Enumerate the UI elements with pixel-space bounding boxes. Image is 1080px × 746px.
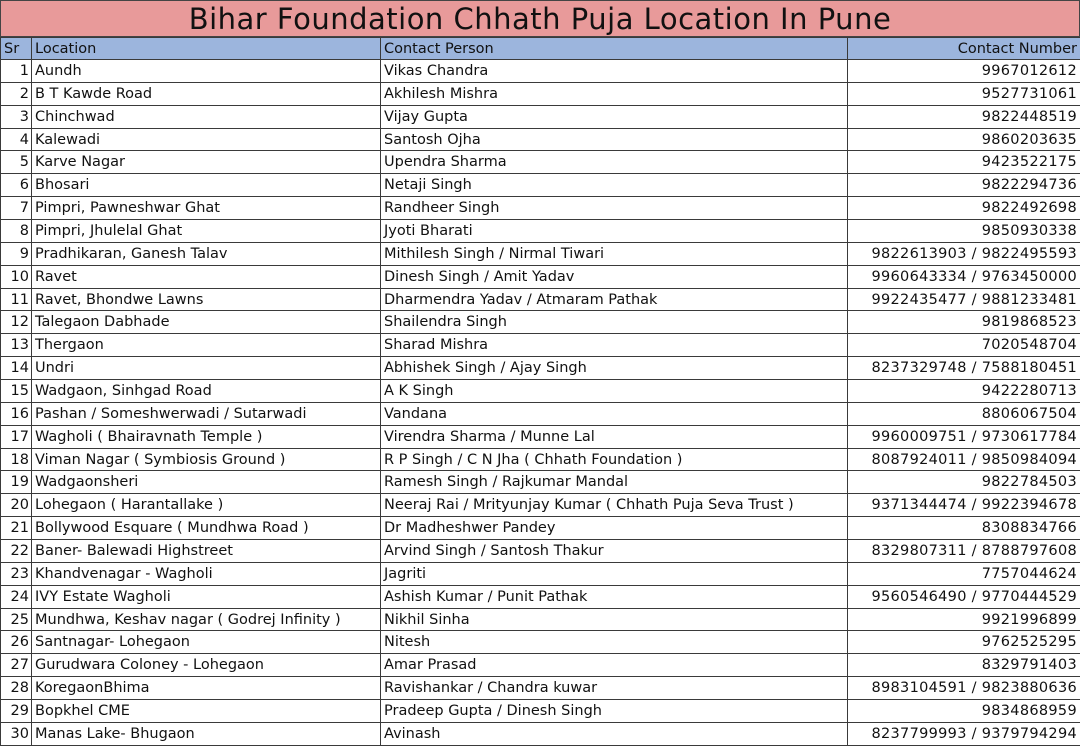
row-contact-person-cell: Ravishankar / Chandra kuwar [381, 677, 848, 700]
table-row [1, 562, 1080, 585]
row-contact-person-cell: Jyoti Bharati [381, 220, 848, 243]
table-row [1, 357, 1080, 380]
row-contact-number-cell: 8237799993 / 9379794294 [848, 722, 1080, 745]
row-sr-cell: 22 [1, 540, 32, 563]
row-sr-cell: 13 [1, 334, 32, 357]
row-sr-cell: 19 [1, 471, 32, 494]
row-sr-cell: 25 [1, 608, 32, 631]
page-title: Bihar Foundation Chhath Puja Location In Pune [0, 0, 1080, 37]
row-sr-cell: 15 [1, 380, 32, 403]
row-contact-person-cell: Randheer Singh [381, 197, 848, 220]
row-contact-number-cell: 9423522175 [848, 151, 1080, 174]
column-header-contact-number: Contact Number [848, 38, 1080, 60]
row-sr-cell: 27 [1, 654, 32, 677]
row-contact-number-cell: 9967012612 [848, 60, 1080, 83]
row-location-cell: Santnagar- Lohegaon [32, 631, 381, 654]
row-contact-number-cell: 9822294736 [848, 174, 1080, 197]
row-contact-person-cell: Akhilesh Mishra [381, 82, 848, 105]
table-row [1, 654, 1080, 677]
row-contact-number-cell: 8329791403 [848, 654, 1080, 677]
row-contact-number-cell: 9860203635 [848, 128, 1080, 151]
row-sr-cell: 2 [1, 82, 32, 105]
row-contact-number-cell: 7020548704 [848, 334, 1080, 357]
table-row [1, 288, 1080, 311]
locations-table [0, 37, 1080, 746]
row-location-cell: Karve Nagar [32, 151, 381, 174]
row-contact-number-cell: 9834868959 [848, 700, 1080, 723]
row-contact-number-cell: 9560546490 / 9770444529 [848, 585, 1080, 608]
row-contact-person-cell: Dr Madheshwer Pandey [381, 517, 848, 540]
row-contact-person-cell: Pradeep Gupta / Dinesh Singh [381, 700, 848, 723]
row-sr-cell: 1 [1, 60, 32, 83]
table-row [1, 402, 1080, 425]
row-contact-person-cell: Vikas Chandra [381, 60, 848, 83]
row-location-cell: Kalewadi [32, 128, 381, 151]
row-contact-number-cell: 8308834766 [848, 517, 1080, 540]
row-contact-number-cell: 9822448519 [848, 105, 1080, 128]
row-contact-number-cell: 9822784503 [848, 471, 1080, 494]
table-row [1, 722, 1080, 745]
table-row [1, 242, 1080, 265]
row-location-cell: Bopkhel CME [32, 700, 381, 723]
row-contact-person-cell: Neeraj Rai / Mrityunjay Kumar ( Chhath Puja Seva Trust ) [381, 494, 848, 517]
table-row [1, 585, 1080, 608]
row-location-cell: Talegaon Dabhade [32, 311, 381, 334]
table-row [1, 311, 1080, 334]
row-contact-number-cell: 7757044624 [848, 562, 1080, 585]
row-contact-person-cell: Nikhil Sinha [381, 608, 848, 631]
row-contact-number-cell: 9960643334 / 9763450000 [848, 265, 1080, 288]
row-location-cell: Wagholi ( Bhairavnath Temple ) [32, 425, 381, 448]
row-sr-cell: 7 [1, 197, 32, 220]
row-contact-number-cell: 8806067504 [848, 402, 1080, 425]
row-contact-number-cell: 9422280713 [848, 380, 1080, 403]
row-location-cell: Pradhikaran, Ganesh Talav [32, 242, 381, 265]
row-contact-number-cell: 8237329748 / 7588180451 [848, 357, 1080, 380]
row-sr-cell: 3 [1, 105, 32, 128]
row-contact-number-cell: 9819868523 [848, 311, 1080, 334]
column-header-contact-person: Contact Person [381, 38, 848, 60]
row-sr-cell: 28 [1, 677, 32, 700]
row-contact-person-cell: Virendra Sharma / Munne Lal [381, 425, 848, 448]
row-location-cell: Aundh [32, 60, 381, 83]
table-row [1, 494, 1080, 517]
row-location-cell: Mundhwa, Keshav nagar ( Godrej Infinity ) [32, 608, 381, 631]
table-row [1, 608, 1080, 631]
row-sr-cell: 16 [1, 402, 32, 425]
row-sr-cell: 14 [1, 357, 32, 380]
row-contact-person-cell: Netaji Singh [381, 174, 848, 197]
row-contact-number-cell: 9850930338 [848, 220, 1080, 243]
row-location-cell: Gurudwara Coloney - Lohegaon [32, 654, 381, 677]
table-row [1, 517, 1080, 540]
row-sr-cell: 29 [1, 700, 32, 723]
row-contact-person-cell: Ashish Kumar / Punit Pathak [381, 585, 848, 608]
row-contact-person-cell: Vandana [381, 402, 848, 425]
row-sr-cell: 9 [1, 242, 32, 265]
table-row [1, 60, 1080, 83]
row-sr-cell: 24 [1, 585, 32, 608]
row-contact-number-cell: 9922435477 / 9881233481 [848, 288, 1080, 311]
row-contact-person-cell: Upendra Sharma [381, 151, 848, 174]
table-row [1, 82, 1080, 105]
table-row [1, 448, 1080, 471]
row-sr-cell: 26 [1, 631, 32, 654]
row-location-cell: IVY Estate Wagholi [32, 585, 381, 608]
table-row [1, 700, 1080, 723]
row-contact-person-cell: Nitesh [381, 631, 848, 654]
table-row [1, 151, 1080, 174]
row-location-cell: Bollywood Esquare ( Mundhwa Road ) [32, 517, 381, 540]
row-location-cell: KoregaonBhima [32, 677, 381, 700]
table-header-row [1, 38, 1080, 60]
row-location-cell: Baner- Balewadi Highstreet [32, 540, 381, 563]
row-contact-number-cell: 9371344474 / 9922394678 [848, 494, 1080, 517]
row-contact-person-cell: Dinesh Singh / Amit Yadav [381, 265, 848, 288]
row-contact-person-cell: Arvind Singh / Santosh Thakur [381, 540, 848, 563]
table-row [1, 128, 1080, 151]
row-contact-person-cell: Sharad Mishra [381, 334, 848, 357]
table-row [1, 380, 1080, 403]
table-row [1, 220, 1080, 243]
row-location-cell: Undri [32, 357, 381, 380]
row-sr-cell: 20 [1, 494, 32, 517]
row-sr-cell: 6 [1, 174, 32, 197]
row-sr-cell: 5 [1, 151, 32, 174]
table-row [1, 174, 1080, 197]
row-contact-person-cell: Ramesh Singh / Rajkumar Mandal [381, 471, 848, 494]
row-contact-number-cell: 8329807311 / 8788797608 [848, 540, 1080, 563]
row-location-cell: Wadgaonsheri [32, 471, 381, 494]
row-location-cell: Wadgaon, Sinhgad Road [32, 380, 381, 403]
row-contact-person-cell: Vijay Gupta [381, 105, 848, 128]
row-contact-person-cell: Abhishek Singh / Ajay Singh [381, 357, 848, 380]
row-location-cell: Khandvenagar - Wagholi [32, 562, 381, 585]
row-sr-cell: 8 [1, 220, 32, 243]
row-contact-person-cell: Dharmendra Yadav / Atmaram Pathak [381, 288, 848, 311]
table-row [1, 677, 1080, 700]
row-contact-person-cell: R P Singh / C N Jha ( Chhath Foundation ) [381, 448, 848, 471]
row-sr-cell: 23 [1, 562, 32, 585]
row-location-cell: Pimpri, Jhulelal Ghat [32, 220, 381, 243]
table-row [1, 197, 1080, 220]
row-contact-person-cell: Avinash [381, 722, 848, 745]
row-sr-cell: 4 [1, 128, 32, 151]
row-contact-person-cell: Mithilesh Singh / Nirmal Tiwari [381, 242, 848, 265]
table-row [1, 471, 1080, 494]
row-contact-person-cell: A K Singh [381, 380, 848, 403]
row-location-cell: Bhosari [32, 174, 381, 197]
table-row [1, 334, 1080, 357]
row-sr-cell: 11 [1, 288, 32, 311]
row-location-cell: Manas Lake- Bhugaon [32, 722, 381, 745]
column-header-location: Location [32, 38, 381, 60]
row-contact-number-cell: 9822492698 [848, 197, 1080, 220]
row-sr-cell: 30 [1, 722, 32, 745]
row-location-cell: Viman Nagar ( Symbiosis Ground ) [32, 448, 381, 471]
row-location-cell: Ravet, Bhondwe Lawns [32, 288, 381, 311]
row-location-cell: Chinchwad [32, 105, 381, 128]
row-sr-cell: 12 [1, 311, 32, 334]
row-contact-number-cell: 9921996899 [848, 608, 1080, 631]
row-location-cell: Ravet [32, 265, 381, 288]
table-row [1, 540, 1080, 563]
column-header-sr: Sr [1, 38, 32, 60]
row-location-cell: Thergaon [32, 334, 381, 357]
row-contact-number-cell: 9527731061 [848, 82, 1080, 105]
row-sr-cell: 21 [1, 517, 32, 540]
table-row [1, 105, 1080, 128]
row-contact-person-cell: Amar Prasad [381, 654, 848, 677]
row-contact-number-cell: 8087924011 / 9850984094 [848, 448, 1080, 471]
table-row [1, 631, 1080, 654]
row-contact-number-cell: 8983104591 / 9823880636 [848, 677, 1080, 700]
row-sr-cell: 10 [1, 265, 32, 288]
row-location-cell: B T Kawde Road [32, 82, 381, 105]
row-contact-person-cell: Jagriti [381, 562, 848, 585]
row-contact-number-cell: 9762525295 [848, 631, 1080, 654]
row-contact-person-cell: Shailendra Singh [381, 311, 848, 334]
row-location-cell: Pashan / Someshwerwadi / Sutarwadi [32, 402, 381, 425]
row-sr-cell: 17 [1, 425, 32, 448]
row-contact-number-cell: 9960009751 / 9730617784 [848, 425, 1080, 448]
table-row [1, 425, 1080, 448]
row-location-cell: Pimpri, Pawneshwar Ghat [32, 197, 381, 220]
row-contact-person-cell: Santosh Ojha [381, 128, 848, 151]
row-location-cell: Lohegaon ( Harantallake ) [32, 494, 381, 517]
row-sr-cell: 18 [1, 448, 32, 471]
row-contact-number-cell: 9822613903 / 9822495593 [848, 242, 1080, 265]
table-row [1, 265, 1080, 288]
